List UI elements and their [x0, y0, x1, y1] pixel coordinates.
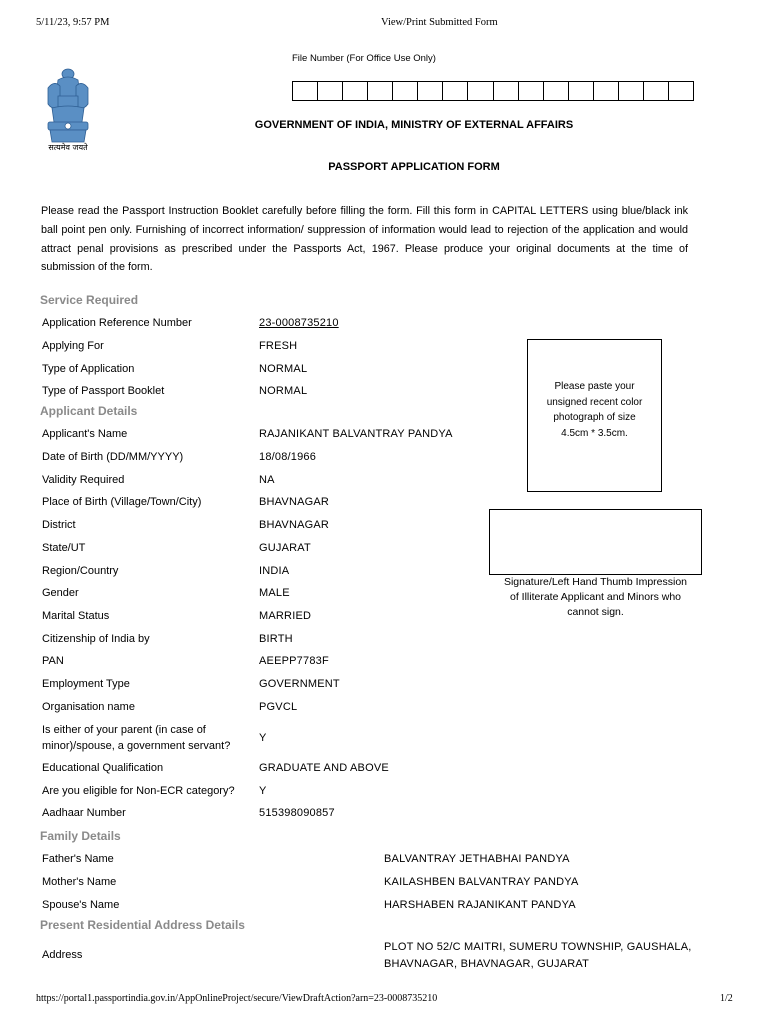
print-datetime: 5/11/23, 9:57 PM	[36, 17, 110, 28]
field-label: Application Reference Number	[42, 317, 192, 329]
field-value: NORMAL	[259, 363, 308, 375]
photo-text-line: unsigned recent color	[546, 396, 643, 408]
field-label: Applying For	[42, 340, 104, 352]
field-label: Date of Birth (DD/MM/YYYY)	[42, 451, 184, 463]
field-value: AEEPP7783F	[259, 655, 329, 667]
field-label: Citizenship of India by	[42, 633, 150, 645]
address-line2: BHAVNAGAR, BHAVNAGAR, GUJARAT	[384, 958, 590, 970]
emblem-motto: सत्यमेव जयते	[48, 143, 88, 152]
field-label: State/UT	[42, 542, 86, 554]
signature-text-line: of Illiterate Applicant and Minors who	[509, 591, 681, 603]
signature-text-line: Signature/Left Hand Thumb Impression	[503, 576, 688, 588]
field-label: Applicant's Name	[42, 428, 128, 440]
photo-instructions	[527, 379, 662, 441]
field-value: BIRTH	[259, 633, 293, 645]
photo-text-line: 4.5cm * 3.5cm.	[561, 427, 628, 439]
signature-text-line: cannot sign.	[567, 606, 624, 618]
field-value: 18/08/1966	[259, 451, 317, 463]
file-number-label: File Number (For Office Use Only)	[292, 53, 436, 64]
field-label: Type of Passport Booklet	[42, 385, 165, 397]
field-value: GUJARAT	[259, 542, 311, 554]
footer-url: https://portal1.passportindia.gov.in/AppOnlineProject/secure/ViewDraftAction?arn=23-0008735210	[36, 993, 438, 1004]
field-value: NORMAL	[259, 385, 308, 397]
address-line1: PLOT NO 52/C MAITRI, SUMERU TOWNSHIP, GAUSHALA,	[384, 941, 692, 953]
file-number-boxes	[292, 81, 694, 101]
print-page-title: View/Print Submitted Form	[381, 17, 498, 28]
field-label: Aadhaar Number	[42, 807, 126, 819]
section-applicant-details: Applicant Details	[40, 404, 138, 418]
signature-box	[489, 509, 702, 575]
field-value: INDIA	[259, 565, 290, 577]
field-value: FRESH	[259, 340, 298, 352]
footer-page-number: 1/2	[720, 993, 733, 1004]
application-reference-value: 23-0008735210	[259, 317, 339, 329]
photo-text-line: photograph of size	[553, 412, 636, 423]
field-label: Educational Qualification	[42, 762, 164, 774]
field-value: GOVERNMENT	[259, 678, 340, 690]
field-label: Spouse's Name	[42, 899, 120, 911]
field-value: 515398090857	[259, 807, 335, 819]
field-label: PAN	[42, 655, 64, 667]
field-label-line2: minor)/spouse, a government servant?	[42, 740, 231, 752]
field-value: KAILASHBEN BALVANTRAY PANDYA	[384, 876, 579, 888]
field-label: Are you eligible for Non-ECR category?	[42, 785, 235, 797]
field-value: Y	[259, 732, 267, 744]
section-family-details: Family Details	[40, 829, 121, 843]
field-label: Employment Type	[42, 678, 130, 690]
field-value: BHAVNAGAR	[259, 496, 330, 508]
field-value: NA	[259, 474, 275, 486]
field-value: BHAVNAGAR	[259, 519, 330, 531]
field-label: Address	[42, 949, 83, 961]
section-address-details: Present Residential Address Details	[40, 918, 245, 932]
field-value: Y	[259, 785, 267, 797]
field-value: MARRIED	[259, 610, 312, 622]
section-service-required: Service Required	[40, 293, 139, 307]
field-value: RAJANIKANT BALVANTRAY PANDYA	[259, 428, 453, 440]
field-label: Type of Application	[42, 363, 135, 375]
field-label: District	[42, 519, 76, 531]
field-label: Region/Country	[42, 565, 119, 577]
field-label: Place of Birth (Village/Town/City)	[42, 496, 202, 508]
photo-text-line: Please paste your	[554, 381, 635, 392]
field-value: PGVCL	[259, 701, 298, 713]
field-value: GRADUATE AND ABOVE	[259, 762, 389, 774]
signature-instructions	[485, 575, 706, 620]
field-value: MALE	[259, 587, 290, 599]
field-label: Marital Status	[42, 610, 110, 622]
gov-title: GOVERNMENT OF INDIA, MINISTRY OF EXTERNAL AFFAIRS	[254, 119, 574, 131]
national-emblem-icon	[40, 66, 96, 164]
instructions-paragraph: Please read the Passport Instruction Booklet carefully before filling the form. Fill this form in CAPITAL LETTERS using blue/black ink ball point pen only. Furnishing of incorrect information/ suppression of information would lead to rejection of the application and would attract penal provisions as prescribed under the Passports Act, 1967. Please produce your original documents at the time of submission of the form.	[41, 205, 688, 274]
field-label-line1: Is either of your parent (in case of	[42, 724, 206, 736]
field-label: Validity Required	[42, 474, 125, 486]
field-label: Father's Name	[42, 853, 114, 865]
field-value: HARSHABEN RAJANIKANT PANDYA	[384, 899, 576, 911]
field-label: Organisation name	[42, 701, 135, 713]
form-title: PASSPORT APPLICATION FORM	[328, 161, 500, 173]
field-value: BALVANTRAY JETHABHAI PANDYA	[384, 853, 570, 865]
field-label: Gender	[42, 587, 79, 599]
field-label: Mother's Name	[42, 876, 117, 888]
